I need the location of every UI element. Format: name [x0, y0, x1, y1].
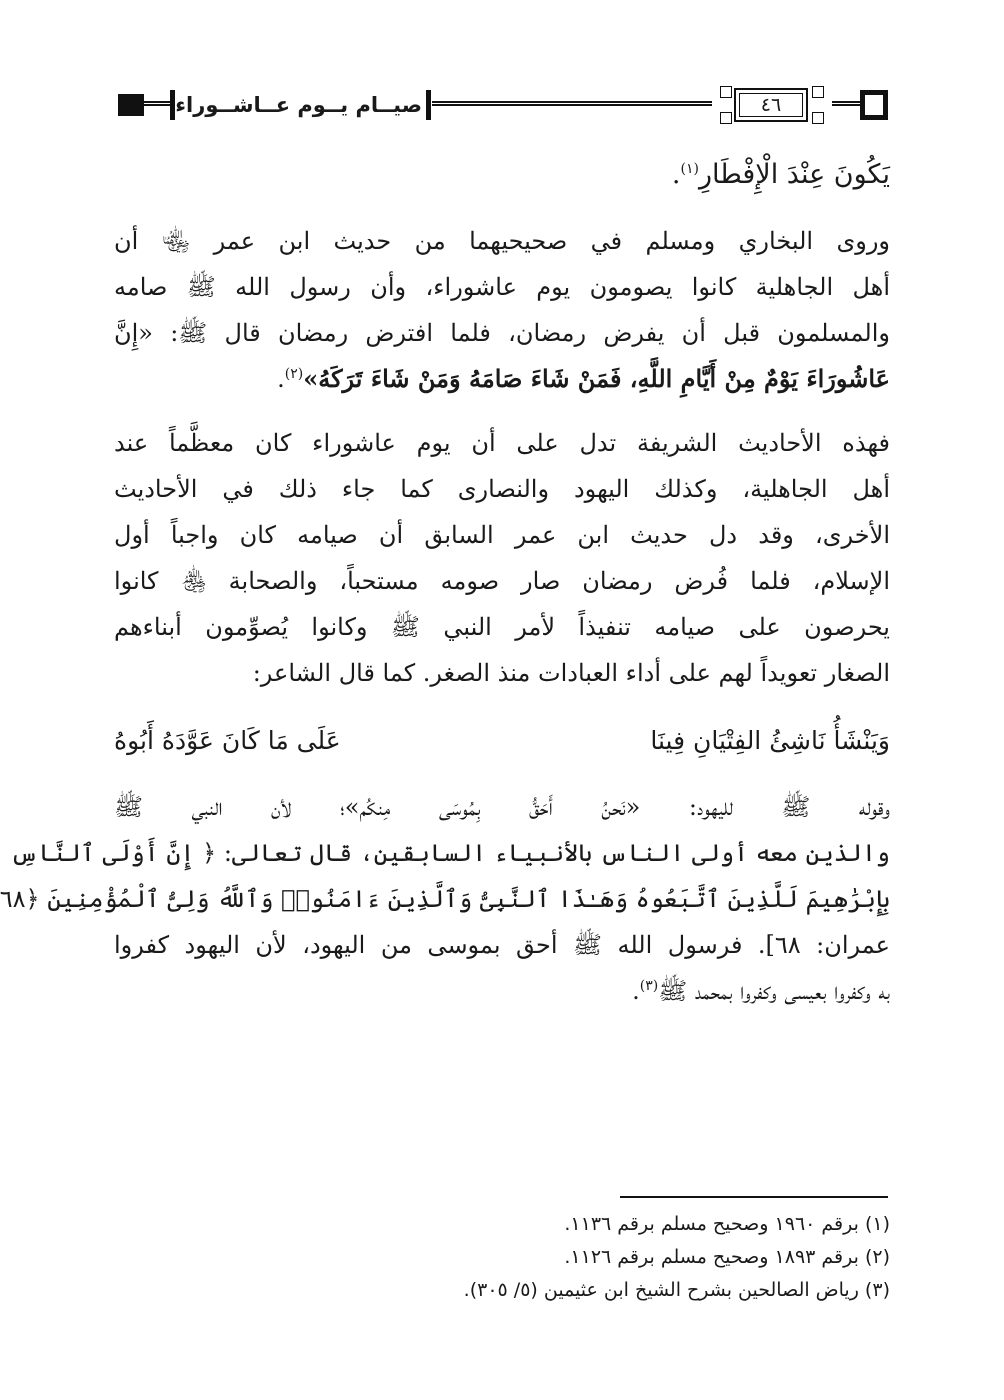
- text-line: [114, 150, 890, 200]
- text-line: عمران: ٦٨]. فرسول الله ﷺ أحق بموسى من اليهود، لأن اليهود كفروا: [114, 931, 890, 959]
- page-header: [114, 84, 890, 128]
- footnote-item: (٢) برقم ١٨٩٣ وصحيح مسلم برقم ١١٢٦.: [564, 1246, 890, 1268]
- text-line: وروى البخاري ومسلم في صحيحيهما من حديث ابن عمر ﵄ أن: [114, 227, 890, 255]
- full-stop: .: [671, 159, 681, 190]
- opening-fragment: [114, 150, 890, 200]
- paragraph-2: [114, 420, 890, 696]
- footnote-item: (١) برقم ١٩٦٠ وصحيح مسلم برقم ١١٣٦.: [564, 1213, 890, 1235]
- paragraph-3: [0, 784, 890, 1014]
- running-title: صيــام يــوم عــاشــوراء: [175, 93, 422, 117]
- text-line: [114, 968, 890, 1014]
- header-bar: [426, 90, 431, 120]
- poetry-verse: [114, 714, 890, 768]
- footnote-item: (٣) رياض الصالحين بشرح الشيخ ابن عثيمين (٥/ ٣٠٥).: [463, 1279, 890, 1301]
- page-number-frame: [712, 84, 832, 128]
- header-bar: [170, 90, 175, 120]
- text-line: الصغار تعويداً لهم على أداء العبادات منذ الصغر. كما قال الشاعر:: [252, 659, 890, 687]
- footnote-separator: [620, 1196, 888, 1198]
- text-line: الإسلام، فلما فُرض رمضان صار صومه مستحباً، والصحابة ﵃ كانوا: [114, 567, 890, 595]
- text-line: أهل الجاهلية كانوا يصومون يوم عاشوراء، وأن رسول الله ﷺ صامه: [114, 273, 890, 301]
- text-line: يحرصون على صيامه تنفيذاً لأمر النبي ﷺ وكانوا يُصوِّمون أبناءهم: [114, 613, 890, 641]
- full-stop: .: [277, 365, 285, 393]
- text-line: والمسلمون قبل أن يفرض رمضان، فلما افترض رمضان قال ﷺ: «إِنَّ: [114, 319, 890, 347]
- frame-knot-ornament: [812, 86, 824, 98]
- header-rule: [144, 101, 170, 106]
- hadith-text: عَاشُورَاءَ يَوْمٌ مِنْ أَيَّامِ اللَّهِ، فَمَنْ شَاءَ صَامَهُ وَمَنْ شَاءَ تَرَكَهُ»: [303, 364, 890, 393]
- page-number: ٤٦: [760, 94, 782, 116]
- frame-knot-ornament: [720, 112, 732, 124]
- text-line: أهل الجاهلية، وكذلك اليهود والنصارى كما جاء ذلك في الأحاديث: [114, 475, 890, 503]
- frame-knot-ornament: [720, 86, 732, 98]
- header-right-square-ornament: [860, 90, 888, 120]
- main-text: [0, 150, 890, 1032]
- header-rule: [832, 101, 860, 106]
- footnotes: [114, 1208, 890, 1307]
- text-line: الأخرى، وقد دل حديث ابن عمر السابق أن صيامه كان واجباً أول: [114, 521, 890, 549]
- header-left-block-ornament: [118, 94, 144, 116]
- quran-verse-line: بِإِبْرَٰهِيمَ لَلَّذِينَ ٱتَّبَعُوهُ وَهَـٰذَا ٱلنَّبِىُّ وَٱلَّذِينَ ءَامَنُوا۟ وَٱللَّهُ وَلِىُّ ٱلْمُؤْمِنِينَ ﴿٦٨: [0, 885, 890, 913]
- opening-text: يَكُونَ عِنْدَ الْإِفْطَارِ: [698, 159, 890, 190]
- header-rule: [432, 101, 712, 106]
- footnote-ref: (٢): [284, 366, 304, 382]
- paragraph-1: [114, 218, 890, 402]
- verse-first-hemistich: وَيَنْشَأُ نَاشِئُ الفِتْيَانِ فِينَا: [650, 726, 890, 755]
- full-stop: .: [632, 977, 640, 1005]
- closing-text: به وكفروا بعيسى وكفروا بمحمد ﷺ: [658, 977, 890, 1005]
- text-line: [114, 356, 890, 402]
- footnote-ref: (١): [680, 161, 699, 177]
- footnote-ref: (٣): [639, 978, 659, 994]
- text-line: وقوله ﷺ لليهود: «نَحنُ أَحَقُّ بِمُوسَى مِنكُم»؛ لأن النبي ﷺ: [114, 793, 890, 821]
- text-line: فهذه الأحاديث الشريفة تدل على أن يوم عاشوراء كان معظَّماً عند: [114, 429, 890, 457]
- verse-second-hemistich: عَلَى مَا كَانَ عَوَّدَهُ أَبُوهُ: [114, 726, 341, 755]
- text-line: والذين معه أولى الناس بالأنبياء السابقين، قال تعالى: ﴿ إِنَّ أَوْلَى ٱلنَّاسِ: [10, 839, 890, 867]
- frame-knot-ornament: [812, 112, 824, 124]
